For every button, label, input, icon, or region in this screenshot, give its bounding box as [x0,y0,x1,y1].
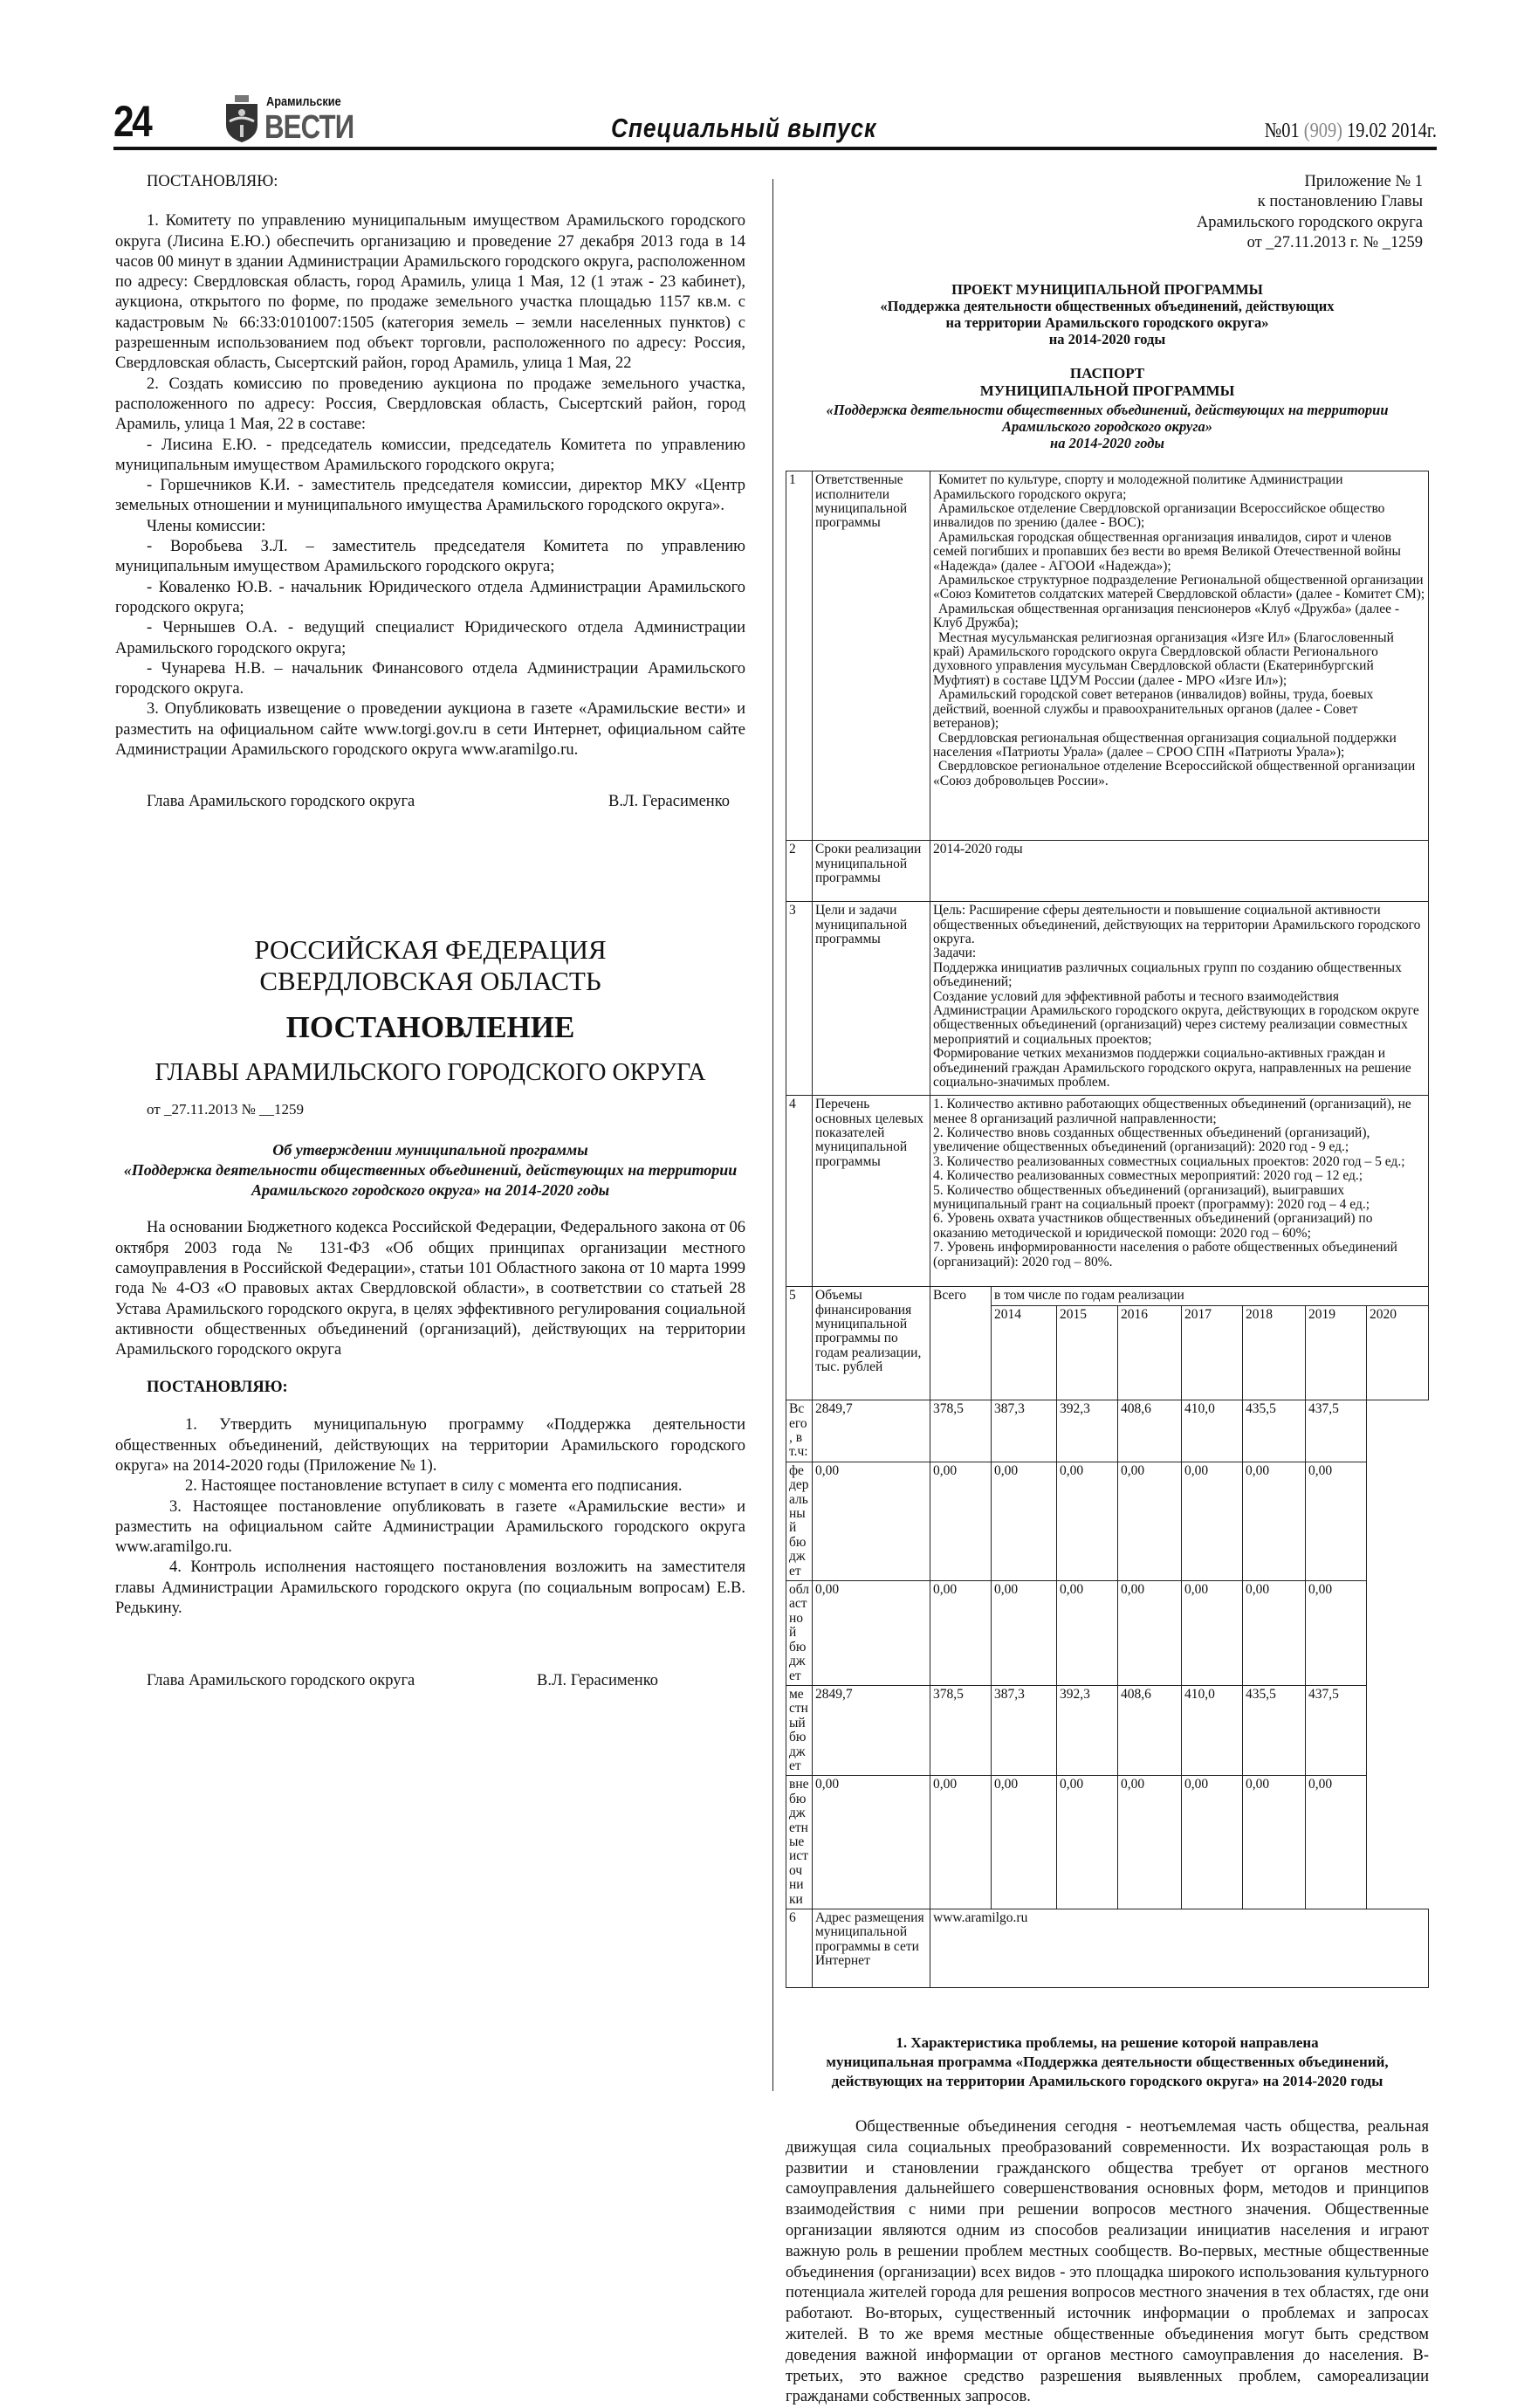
financing-row [786,1776,1429,1909]
issue-title: Специальный выпуск [611,113,877,143]
financing-year-value: 0,00 [1182,1581,1243,1686]
financing-year-value: 387,3 [992,1400,1057,1462]
cell-item: Арамильское отделение Свердловской организации Всероссийское общество инвалидов по зрению (далее - ВОС); [933,501,1385,531]
passport-title-line: ПАСПОРТ [1069,365,1145,382]
decree-paragraph: - Чунарева Н.В. – начальник Финансового отдела Администрации Арамильского городского округа. [115,659,745,698]
cell-item: Комитет по культуре, спорту и молодежной политике Администрации Арамильского городского округа; [933,472,1343,502]
decree-heading: ПОСТАНОВЛЯЮ: [147,173,278,190]
issue-number-prefix: №01 [1264,120,1300,142]
financing-year-value: 408,6 [1118,1400,1182,1462]
row-number: 6 [786,1909,813,1988]
project-title-line: «Поддержка деятельности общественных объединений, действующих [880,298,1335,315]
financing-year-value: 0,00 [1057,1581,1118,1686]
project-title-line: на территории Арамильского городского округа» [945,314,1269,332]
passport-title [786,365,1429,400]
decree-paragraph: Члены комиссии: [147,517,266,535]
cell-item: 5. Количество общественных объединений (организаций), выигравших муниципальный грант на социальный проект (программу): 2020 год – 4 ед.; [933,1182,1370,1213]
signature-title: Глава Арамильского городского округа [147,793,415,811]
cell-item: 4. Количество реализованных совместных мероприятий: 2020 год – 12 ед.; [933,1168,1363,1184]
logo-small-text: Арамильские [266,94,341,109]
financing-year-value: 435,5 [1243,1685,1306,1775]
decree-paragraph: - Воробьева З.Л. – заместитель председателя Комитета по управлению муниципальным имуществом Арамильского городского округа; [115,538,745,576]
financing-source: местный бюджет [786,1685,813,1775]
financing-row [786,1685,1429,1775]
appendix-line: к постановлению Главы [1257,193,1423,211]
cell-item: Местная мусульманская религиозная организация «Изге Ил» (Благословенный край) Арамильского городского округа Свердловской области Регионального духовного управления мусульман Свердловской области (Екатеринбургский Муфтият) в составе ЦДУМ России (далее - МРО «Изге Ил»); [933,630,1394,688]
subject-line: Об утверждении муниципальной программы [272,1141,588,1159]
row-label: Объемы финансирования муниципальной программы по годам реализации, тыс. рублей [813,1287,930,1400]
financing-year-value: 0,00 [992,1581,1057,1686]
financing-year-value: 378,5 [930,1685,992,1775]
coat-of-arms-icon [223,94,261,143]
passport-subtitle [786,402,1429,451]
cell-item: 6. Уровень охвата участников общественных объединений (организаций) по оказанию методической и юридической помощи: 2020 год – 60%; [933,1211,1373,1241]
row-label: Цели и задачи муниципальной программы [813,902,930,1096]
decree-item: 3. Настоящее постановление опубликовать в газете «Арамильские вести» и разместить на официальном сайте Администрации Арамильского городского округа www.aramilgo.ru. [115,1497,745,1557]
passport-subtitle-line: Арамильского городского округа» [1002,418,1212,436]
years-header: в том числе по годам реализации [992,1287,1429,1306]
left-column [115,172,745,1691]
page-number: 24 [113,97,151,146]
column-divider [772,179,773,2091]
financing-total: 0,00 [813,1581,930,1686]
row-label: Сроки реализации муниципальной программы [813,841,930,902]
financing-total: 2849,7 [813,1685,930,1775]
cell-item: Арамильский городской совет ветеранов (инвалидов) войны, труда, боевых действий, военной службы и правоохранительных органов (далее - Совет ветеранов); [933,687,1374,732]
decree2-items [115,1415,745,1619]
table-row [786,1909,1429,1988]
year-header: 2015 [1057,1306,1118,1400]
decree-paragraph: 1. Комитету по управлению муниципальным имуществом Арамильского городского округа (Лисина Е.Ю.) обеспечить организацию и проведение 27 декабря 2013 года в 14 часов 00 минут в здании Администрации Арамильского городского округа, расположенном по адресу: Свердловская область, город Арамиль, улица 1 Мая, 12 (1 этаж - 23 кабинет), аукциона, открытого по форме, по продаже земельного участка площадью 1157 кв.м. с кадастровым № 66:33:0101007:1505 (категория земель – земли населенных пунктов) с разрешенным использованием под объект торговли, расположенного по адресу: Россия, Свердловская область, Сысертский район, город Арамиль, улица 1 Мая, 22 [115,212,745,373]
subject-line: «Поддержка деятельности общественных объединений, действующих на территории [123,1161,738,1180]
project-title-line: на 2014-2020 годы [1048,331,1166,348]
total-header: Всего [930,1287,992,1400]
preamble-text: На основании Бюджетного кодекса Российской Федерации, Федерального закона от 06 октября 2003 года № 131-ФЗ «Об общих принципах организации местного самоуправления в Российской Федерации», статьи 101 Областного закона от 10 марта 1999 года № 4-ОЗ «О правовых актах Свердловской области», в соответствии со статьей 28 Устава Арамильского городского округа, в целях эффективного регулирования социальной активности общественных объединений (организаций), действующих на территории Арамильского городского округа [115,1219,745,1359]
year-header: 2017 [1182,1306,1243,1400]
doc-date: от _27.11.2013 № __1259 [147,1101,305,1118]
section-heading-line: муниципальная программа «Поддержка деятельности общественных объединений, [826,2054,1389,2070]
website-link[interactable]: www.aramilgo.ru [930,1909,1429,1988]
row-number: 1 [786,471,813,841]
year-header: 2019 [1306,1306,1367,1400]
financing-year-value: 0,00 [1182,1462,1243,1580]
financing-row [786,1581,1429,1686]
section-heading [786,2033,1429,2091]
financing-year-value: 0,00 [1306,1462,1367,1580]
row-label: Перечень основных целевых показателей муниципальной программы [813,1096,930,1287]
decree-paragraph: - Лисина Е.Ю. - председатель комиссии, председатель Комитета по управлению муниципальным имуществом Арамильского городского округа; [115,436,745,474]
year-header: 2014 [992,1306,1057,1400]
issue-number [1265,119,1437,143]
table-row [786,471,1429,841]
financing-year-value: 408,6 [1118,1685,1182,1775]
financing-year-value: 0,00 [1057,1462,1118,1580]
appendix-line: Приложение № 1 [1304,173,1423,190]
financing-year-value: 0,00 [1243,1462,1306,1580]
decree2-heading: ПОСТАНОВЛЯЮ: [147,1379,288,1397]
section-heading-line: 1. Характеристика проблемы, на решение которой направлена [896,2034,1319,2051]
financing-total: 0,00 [813,1776,930,1909]
row-content [930,902,1429,1096]
decree-paragraph: - Чернышев О.А. - ведущий специалист Юридического отдела Администрации Арамильского городского округа; [115,619,745,657]
financing-year-value: 0,00 [1182,1776,1243,1909]
cell-item: Свердловское региональное отделение Всероссийской общественной организации «Союз добровольцев России». [933,759,1416,788]
cell-item: Арамильская городская общественная организация инвалидов, сирот и членов семей погибших и пропавших без вести во время Великой Отечественной войны «Надежда» (далее - АГООИ «Надежда»); [933,529,1401,574]
decree-paragraph: 3. Опубликовать извещение о проведении аукциона в газете «Арамильские вести» и разместить на официальном сайте www.torgi.gov.ru в сети Интернет, официальном сайте Администрации Арамильского городского округа www.aramilgo.ru. [115,700,745,760]
appendix-line: Арамильского городского округа [1196,213,1423,231]
year-header: 2020 [1367,1306,1429,1400]
signature-block [115,792,745,812]
financing-year-value: 410,0 [1182,1685,1243,1775]
financing-row [786,1400,1429,1462]
financing-year-value: 0,00 [1057,1776,1118,1909]
passport-table [786,471,1429,1988]
financing-year-value: 0,00 [1118,1776,1182,1909]
year-header: 2016 [1118,1306,1182,1400]
cell-item: 7. Уровень информированности населения о работе общественных объединений (организаций): 2020 год – 80%. [933,1240,1397,1269]
cell-item: 2. Количество вновь созданных общественных объединений (организаций), увеличение общественных объединений (организаций): 2020 год - 9 ед.; [933,1125,1370,1155]
financing-year-value: 437,5 [1306,1400,1367,1462]
financing-year-value: 0,00 [1118,1581,1182,1686]
financing-year-value: 410,0 [1182,1400,1243,1462]
financing-year-value: 0,00 [992,1776,1057,1909]
cell-item: 3. Количество реализованных совместных социальных проектов: 2020 год – 5 ед.; [933,1153,1405,1169]
subject-line: Арамильского городского округа» на 2014-2020 годы [251,1181,610,1200]
financing-year-value: 0,00 [1118,1462,1182,1580]
signature-name: В.Л. Герасименко [608,793,730,811]
doc-subject [115,1140,745,1201]
financing-row [786,1462,1429,1580]
financing-year-value: 392,3 [1057,1400,1118,1462]
financing-source: внебюджетные источники [786,1776,813,1909]
row-label: Адрес размещения муниципальной программы в сети Интернет [813,1909,930,1988]
table-row [786,1287,1429,1306]
section-heading-line: действующих на территории Арамильского городского округа» на 2014-2020 годы [831,2073,1383,2089]
country-name: РОССИЙСКАЯ ФЕДЕРАЦИЯ [254,934,607,966]
decree-paragraph: - Горшечников К.И. - заместитель председателя комиссии, директор МКУ «Центр земельных отношении и муниципального имущества Арамильского городского округа». [115,477,745,515]
financing-year-value: 0,00 [1306,1581,1367,1686]
cell-item: 1. Количество активно работающих общественных объединений (организаций), не менее 8 организаций различной направленности; [933,1097,1411,1126]
project-title-line: ПРОЕКТ МУНИЦИПАЛЬНОЙ ПРОГРАММЫ [951,281,1263,299]
row-content: 2014-2020 годы [930,841,1429,902]
passport-subtitle-line: на 2014-2020 годы [1050,435,1164,452]
row-number: 5 [786,1287,813,1400]
right-column [786,172,1429,2408]
section-paragraph: Общественные объединения сегодня - неотъемлемая часть общества, реальная движущая сила социальных преобразований современности. Их возрастающая роль в развитии и становлении гражданского общества требует от органов местного самоуправления дальнейшего совершенствования основных форм, методов и принципов взаимодействия с ними при решении вопросов местного значения. Общественные организации являются одним из способов реализации инициатив населения и играют важную роль в решении проблем местных сообществ. Во-первых, местные общественные объединения (организации) всех видов - это площадка широкого использования культурного потенциала жителей города для решения вопросов местного значения в тех областях, где они работают. Во-вторых, существенный источник информации о проблемах и запросах жителей. В то же время местные общественные объединения могут быть средством доведения важной информации от органов местного самоуправления до населения. В-третьих, это важное средство разрешения выявленных проблем, самореализации гражданами собственных запросов. [786,2118,1429,2406]
newspaper-logo [223,94,397,145]
passport-title-line: МУНИЦИПАЛЬНОЙ ПРОГРАММЫ [979,382,1235,400]
financing-year-value: 0,00 [1243,1776,1306,1909]
financing-source: Всего, в т.ч: [786,1400,813,1462]
decree-paragraphs [115,211,745,760]
financing-source: федеральный бюджет [786,1462,813,1580]
cell-item: Свердловская региональная общественная организация социальной поддержки населения «Патриоты Урала» (далее – СРОО СПН «Патриоты Урала»); [933,730,1397,760]
row-content [930,1096,1429,1287]
financing-year-value: 387,3 [992,1685,1057,1775]
doc-preamble [115,1218,745,1360]
decree-item: 4. Контроль исполнения настоящего постановления возложить на заместителя главы Администрации Арамильского городского округа (по социальным вопросам) Е.В. Редькину. [115,1558,745,1618]
cell-item: Арамильская общественная организация пенсионеров «Клуб «Дружба» (далее - Клуб Дружба); [933,601,1400,631]
financing-year-value: 437,5 [1306,1685,1367,1775]
doc-type: ПОСТАНОВЛЕНИЕ [285,1010,575,1045]
header-rule [113,147,1437,150]
doc-issuer: ГЛАВЫ АРАМИЛЬСКОГО ГОРОДСКОГО ОКРУГА [154,1059,706,1087]
financing-total: 0,00 [813,1462,930,1580]
row-label: Ответственные исполнители муниципальной программы [813,471,930,841]
financing-year-value: 0,00 [930,1776,992,1909]
signature-block-2 [115,1671,745,1691]
financing-year-value: 0,00 [930,1581,992,1686]
row-number: 2 [786,841,813,902]
region-name: СВЕРДЛОВСКАЯ ОБЛАСТЬ [259,966,601,997]
row-number: 4 [786,1096,813,1287]
issue-number-total: (909) [1303,120,1342,142]
financing-total: 2849,7 [813,1400,930,1462]
decree-paragraph: 2. Создать комиссию по проведению аукциона по продаже земельного участка, расположенного по адресу: Россия, Свердловская область, Сысертский район, город Арамиль, улица 1 Мая, 22 в составе: [115,375,745,434]
decree-header [115,934,745,997]
decree-item: 2. Настоящее постановление вступает в силу с момента его подписания. [185,1477,683,1496]
financing-source: областной бюджет [786,1581,813,1686]
signature-title: Глава Арамильского городского округа [147,1672,415,1690]
financing-year-value: 392,3 [1057,1685,1118,1775]
cell-item: Арамильское структурное подразделение Региональной общественной организации «Союз Комитетов солдатских матерей Свердловской области» (далее - Комитет СМ); [933,573,1425,602]
logo-big-text: ВЕСТИ [264,109,354,146]
section-body [786,2117,1429,2408]
table-row [786,902,1429,1096]
appendix-note [786,172,1423,253]
decree-auction [115,172,745,760]
cell-item: Поддержка инициатив различных социальных групп по созданию общественных объединений; [933,960,1402,990]
decree-paragraph: - Коваленко Ю.В. - начальник Юридического отдела Администрации Арамильского городского округа; [115,578,745,616]
passport-subtitle-line: «Поддержка деятельности общественных объединений, действующих на территории [826,402,1389,419]
cell-item: Цель: Расширение сферы деятельности и повышение социальной активности общественных объединений, действующих на территории Арамильского городского округа. [933,903,1421,946]
row-number: 3 [786,902,813,1096]
program-project-title [786,281,1429,347]
financing-year-value: 0,00 [1306,1776,1367,1909]
financing-year-value: 0,00 [1243,1581,1306,1686]
financing-year-value: 0,00 [930,1462,992,1580]
cell-item: Задачи: [933,946,977,961]
financing-year-value: 435,5 [1243,1400,1306,1462]
decree-item: 1. Утвердить муниципальную программу «Поддержка деятельности общественных объединений, действующих на территории Арамильского городского округа» на 2014-2020 годы (Приложение № 1). [115,1416,745,1475]
financing-year-value: 378,5 [930,1400,992,1462]
financing-rows [786,1400,1429,1909]
issue-date: 19.02 2014г. [1347,120,1437,142]
financing-year-value: 0,00 [992,1462,1057,1580]
row-content [930,471,1429,841]
year-header: 2018 [1243,1306,1306,1400]
cell-item: Формирование четких механизмов поддержки социально-активных граждан и объединений граждан Арамильского городского округа, направленных на решение социально-значимых проблем. [933,1046,1411,1090]
signature-name: В.Л. Герасименко [537,1672,658,1690]
cell-item: Создание условий для эффективной работы и тесного взаимодействия Администрации Арамильского городского округа, действующих в городском округе общественных объединений (организаций) через систему реализации совместных мероприятий и социальных проектов; [933,988,1419,1047]
table-row [786,1096,1429,1287]
table-row [786,841,1429,902]
appendix-line: от _27.11.2013 г. № _1259 [1246,233,1423,251]
